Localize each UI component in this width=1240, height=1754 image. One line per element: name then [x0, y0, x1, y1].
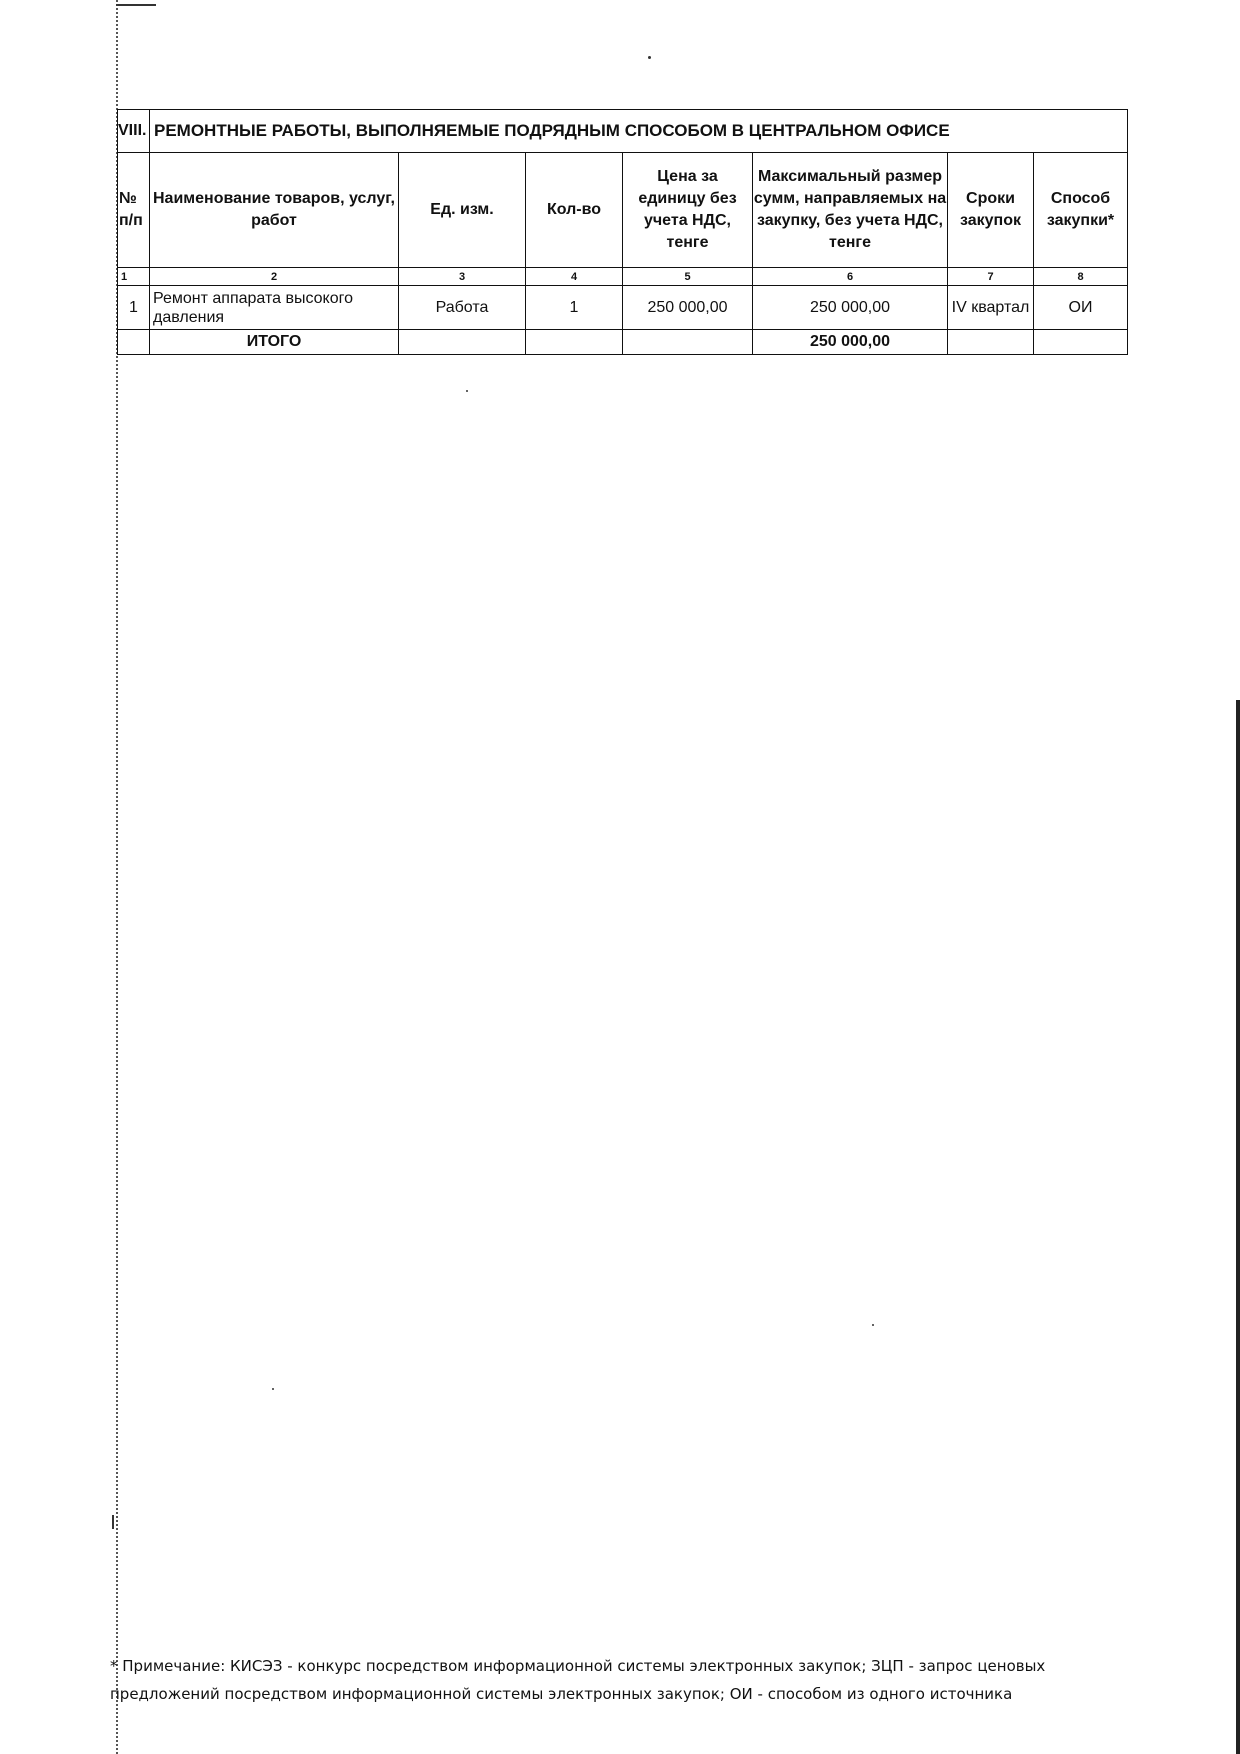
scan-speck: [648, 56, 651, 59]
total-empty: [1034, 330, 1128, 355]
total-row: [118, 330, 1128, 355]
total-label: ИТОГО: [150, 330, 399, 355]
header-name: Наименование товаров, услуг, работ: [150, 153, 399, 268]
total-empty: [118, 330, 150, 355]
section-title: РЕМОНТНЫЕ РАБОТЫ, ВЫПОЛНЯЕМЫЕ ПОДРЯДНЫМ СПОСОБОМ В ЦЕНТРАЛЬНОМ ОФИСЕ: [150, 110, 1128, 153]
procurement-table: [117, 109, 1128, 355]
column-number: 1: [118, 268, 150, 286]
scan-speck: [112, 1515, 114, 1529]
column-number: 7: [948, 268, 1034, 286]
scan-speck: [872, 1324, 874, 1326]
section-row: [118, 110, 1128, 153]
row-max-sum: 250 000,00: [753, 286, 948, 330]
row-num: 1: [118, 286, 150, 330]
column-number: 5: [623, 268, 753, 286]
scan-edge-right: [1236, 700, 1240, 1754]
column-number: 2: [150, 268, 399, 286]
column-number: 8: [1034, 268, 1128, 286]
total-empty: [623, 330, 753, 355]
footnote: * Примечание: КИСЭЗ - конкурс посредством информационной системы электронных закупок; ЗЦП - запрос ценовых предложений посредством информационной системы электронных закупок; ОИ - способом из одного источника: [110, 1657, 1046, 1703]
header-row: [118, 153, 1128, 268]
header-term: Сроки закупок: [948, 153, 1034, 268]
header-price: Цена за единицу без учета НДС, тенге: [623, 153, 753, 268]
row-name: Ремонт аппарата высокого давления: [150, 286, 399, 330]
column-number: 6: [753, 268, 948, 286]
table-row: [118, 286, 1128, 330]
row-price: 250 000,00: [623, 286, 753, 330]
header-max-sum: Максимальный размер сумм, направляемых на закупку, без учета НДС, тенге: [753, 153, 948, 268]
header-method: Способ закупки*: [1034, 153, 1128, 268]
section-number: VIII.: [118, 110, 150, 153]
header-qty: Кол-во: [526, 153, 623, 268]
scan-speck: [272, 1388, 274, 1390]
column-number: 3: [399, 268, 526, 286]
total-max-sum: 250 000,00: [753, 330, 948, 355]
scan-speck: [466, 390, 468, 392]
row-method: ОИ: [1034, 286, 1128, 330]
column-number: 4: [526, 268, 623, 286]
row-term: IV квартал: [948, 286, 1034, 330]
scan-edge-top: [116, 4, 156, 6]
header-num: № п/п: [118, 153, 150, 268]
column-number-row: [118, 268, 1128, 286]
total-empty: [399, 330, 526, 355]
row-qty: 1: [526, 286, 623, 330]
total-empty: [948, 330, 1034, 355]
header-unit: Ед. изм.: [399, 153, 526, 268]
total-empty: [526, 330, 623, 355]
row-unit: Работа: [399, 286, 526, 330]
